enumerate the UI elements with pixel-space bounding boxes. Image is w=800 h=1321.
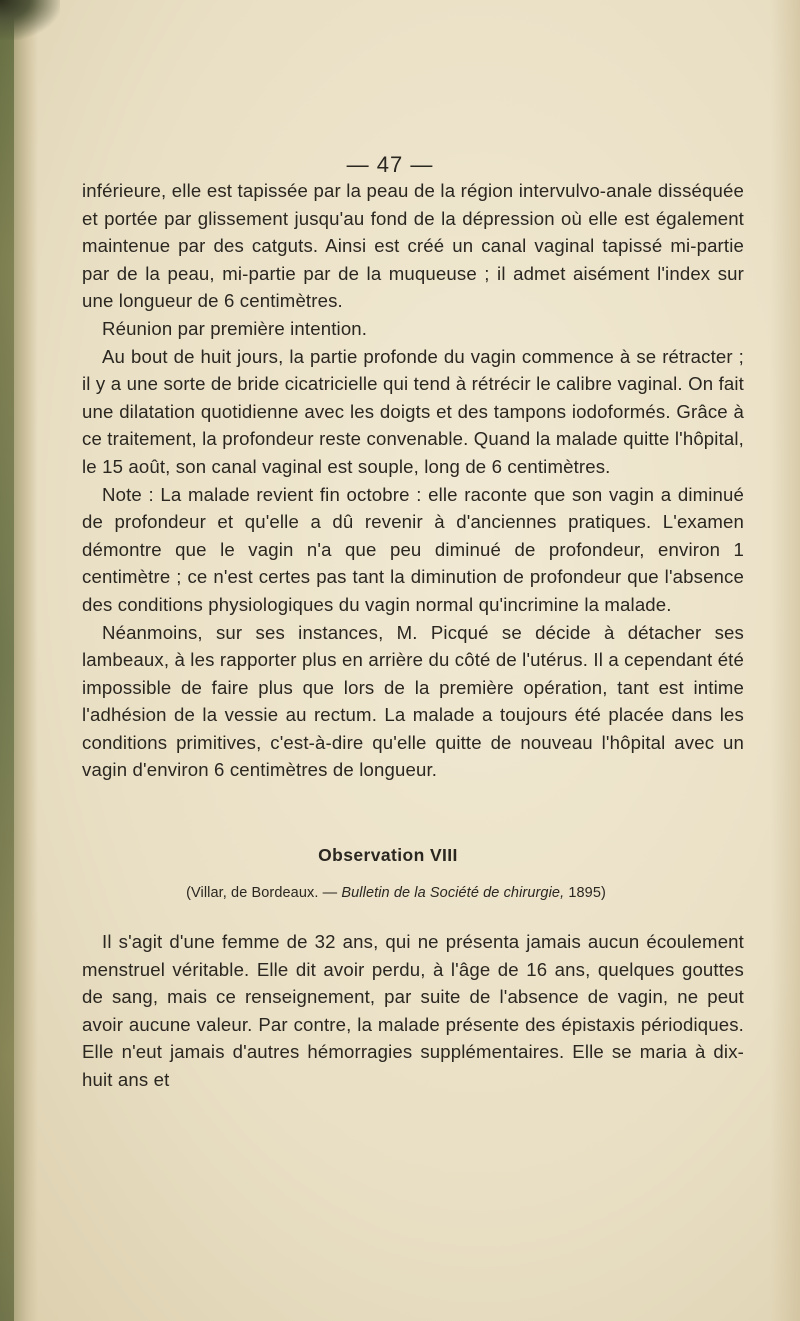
paragraph-reunion: Réunion par première intention. <box>102 317 368 339</box>
observation-source <box>0 885 796 901</box>
source-suffix: 1895) <box>564 885 606 901</box>
corner-stain <box>0 0 60 40</box>
paragraph-observation: Il s'agit d'une femme de 32 ans, qui ne présenta jamais aucun écoulement menstruel véritable. Elle dit avoir perdu, à l'âge de 16 ans, quelques gouttes de sang, mais ce renseignement, par suite de l'absence de vagin, ne peut avoir aucune valeur. Par contre, la malade présente des épistaxis périodiques. Elle n'eut jamais d'autres hémorragies supplémentaires. Elle se maria à dix-huit ans et <box>82 931 744 1090</box>
paragraph-continuation: inférieure, elle est tapissée par la peau de la région intervulvo-anale disséquée et portée par glissement jusqu'au fond de la dépression où elle est également maintenue par des catguts. Ainsi est créé un canal vaginal tapissé mi-partie par de la peau, mi-partie par de la muqueuse ; il admet aisément l'index sur une longueur de 6 centimètres. <box>82 180 744 312</box>
binding-shadow <box>0 0 14 1321</box>
binding-edge <box>0 0 38 1321</box>
paragraph-note: Note : La malade revient fin octobre : elle raconte que son vagin a diminué de profondeur et qu'elle a dû revenir à d'anciennes pratiques. L'examen démontre que le vagin n'a que peu diminué de profondeur, environ 1 centimètre ; ce n'est certes pas tant la diminution de profondeur que l'absence des conditions physiologiques du vagin normal qu'incrimine la malade. <box>82 483 744 615</box>
source-prefix: (Villar, de Bordeaux. — <box>186 885 342 901</box>
page-edge-shade <box>770 0 800 1321</box>
page-number: — 47 — <box>346 152 434 177</box>
paragraph-bout-huit-jours: Au bout de huit jours, la partie profonde du vagin commence à se rétracter ; il y a une sorte de bride cicatricielle qui tend à rétrécir le calibre vaginal. On fait une dilatation quotidienne avec les doigts et des tampons iodoformés. Grâce à ce traitement, la profondeur reste convenable. Quand la malade quitte l'hôpital, le 15 août, son canal vaginal est souple, long de 6 centimètres. <box>82 345 744 477</box>
paragraph-neanmoins: Néanmoins, sur ses instances, M. Picqué se décide à détacher ses lambeaux, à les rapporter plus en arrière du côté de l'utérus. Il a cependant été impossible de faire plus que lors de la première opération, tant est intime l'adhésion de la vessie au rectum. La malade a toujours été placée dans les conditions primitives, c'est-à-dire qu'elle quitte de nouveau l'hôpital avec un vagin d'environ 6 centimètres de longueur. <box>82 621 744 781</box>
observation-heading: Observation VIII <box>318 845 458 865</box>
source-journal: Bulletin de la Société de chirurgie, <box>341 885 565 901</box>
body-text <box>82 177 744 784</box>
observation-text <box>82 928 744 1094</box>
